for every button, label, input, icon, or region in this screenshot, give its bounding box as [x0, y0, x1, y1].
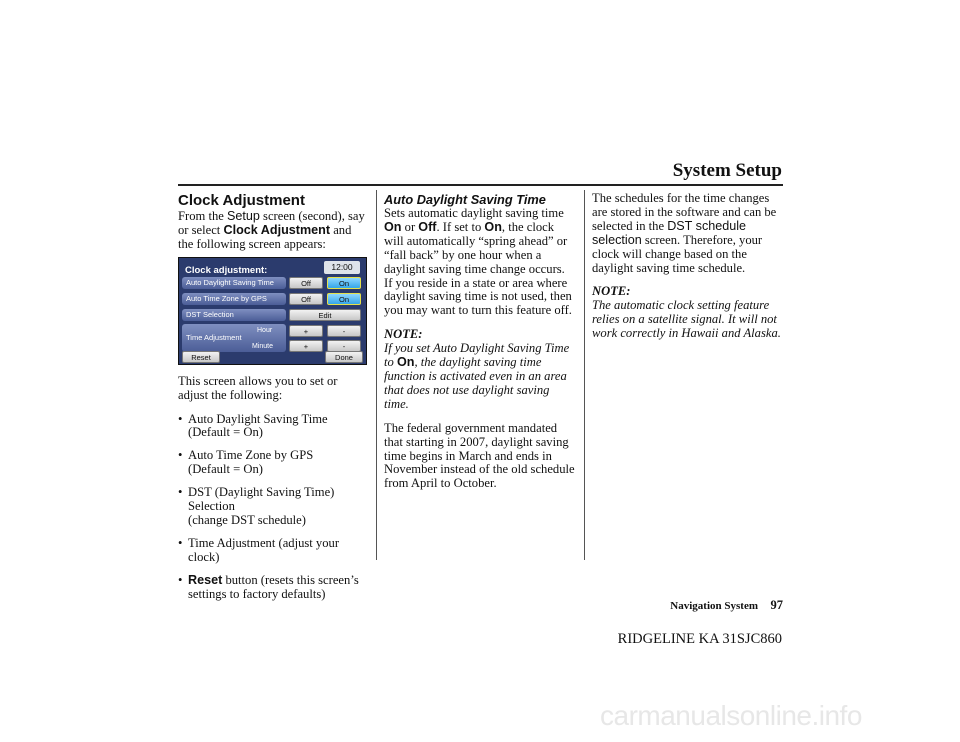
screen-title: Clock adjustment: — [185, 264, 268, 276]
column-divider — [376, 190, 377, 560]
time-adjustment-row: Time Adjustment — [182, 324, 286, 352]
settings-list — [178, 413, 368, 602]
document-code: RIDGELINE KA 31SJC860 — [617, 631, 782, 647]
auto-dst-paragraph: Sets automatic daylight saving time On or Off. If set to On, the clock will automatically “spring ahead” or “fall back” by one hour when a daylight saving time change occurs. If you reside in a state or area where daylight saving time is not used, then you may want to turn this feature off. — [384, 206, 572, 318]
clock-adjustment-screen — [178, 257, 367, 365]
footer-label: Navigation System — [670, 600, 758, 612]
setup-keyword: Setup — [226, 209, 260, 223]
dst-selection-row: DST Selection — [182, 309, 286, 321]
after-screen-paragraph: This screen allows you to set or adjust the following: — [178, 373, 338, 402]
intro-paragraph: From the Setup screen (second), say or select Clock Adjustment and the following screen appears: — [178, 209, 365, 251]
auto-dst-off-button[interactable]: Off — [289, 277, 323, 289]
column-divider — [584, 190, 585, 560]
clock-adjustment-keyword: Clock Adjustment — [223, 222, 331, 237]
note-text: The automatic clock setting feature relies on a satellite signal. It will not work correctly in Hawaii and Alaska. — [592, 298, 781, 341]
dst-edit-button[interactable]: Edit — [289, 309, 361, 321]
column-3 — [592, 192, 786, 341]
auto-timezone-row: Auto Time Zone by GPS — [182, 293, 286, 305]
federal-paragraph: The federal government mandated that starting in 2007, daylight saving time begins in March and ends in November instead of the old schedule from April to October. — [384, 420, 575, 491]
list-item: • Auto Time Zone by GPS (Default = On) — [178, 449, 368, 477]
auto-dst-row: Auto Daylight Saving Time — [182, 277, 286, 289]
list-item: • Time Adjustment (adjust your clock) — [178, 537, 368, 565]
section-subheading: Auto Daylight Saving Time — [384, 192, 546, 207]
watermark: carmanualsonline.info — [600, 700, 862, 731]
hour-label: Hour — [257, 326, 273, 334]
list-item: • Auto Daylight Saving Time (Default = On) — [178, 413, 368, 441]
done-button[interactable]: Done — [325, 351, 363, 363]
reset-button[interactable]: Reset — [182, 351, 220, 363]
dst-schedule-keyword: DST schedule selection — [592, 218, 747, 247]
minute-label: Minute — [252, 342, 274, 350]
column-1 — [178, 192, 368, 611]
note-heading: NOTE: — [592, 284, 631, 299]
header-rule — [178, 184, 783, 186]
clock-display: 12:00 — [324, 261, 360, 274]
list-item: • Reset button (resets this screen’s settings to factory defaults) — [178, 574, 368, 602]
column-2 — [384, 192, 576, 491]
reset-keyword: Reset — [188, 572, 223, 587]
page-number: 97 — [770, 598, 783, 612]
auto-dst-on-button[interactable]: On — [327, 277, 361, 289]
auto-timezone-on-button[interactable]: On — [327, 293, 361, 305]
note-heading: NOTE: — [384, 327, 423, 342]
note-text: If you set Auto Daylight Saving Time to On, the daylight saving time function is activated even in an area that does not use daylight saving time. — [384, 341, 570, 411]
schedules-paragraph: The schedules for the time changes are stored in the software and can be selected in the DST schedule selection screen. Therefore, your clock will change based on the daylight saving time schedule. — [592, 191, 777, 275]
minute-minus-button[interactable]: - — [327, 340, 361, 352]
hour-plus-button[interactable]: + — [289, 325, 323, 337]
minute-plus-button[interactable]: + — [289, 340, 323, 352]
section-heading: Clock Adjustment — [178, 192, 305, 209]
auto-timezone-off-button[interactable]: Off — [289, 293, 323, 305]
hour-minus-button[interactable]: - — [327, 325, 361, 337]
list-item: • DST (Daylight Saving Time) Selection (change DST schedule) — [178, 486, 368, 528]
page-title: System Setup — [672, 160, 782, 181]
